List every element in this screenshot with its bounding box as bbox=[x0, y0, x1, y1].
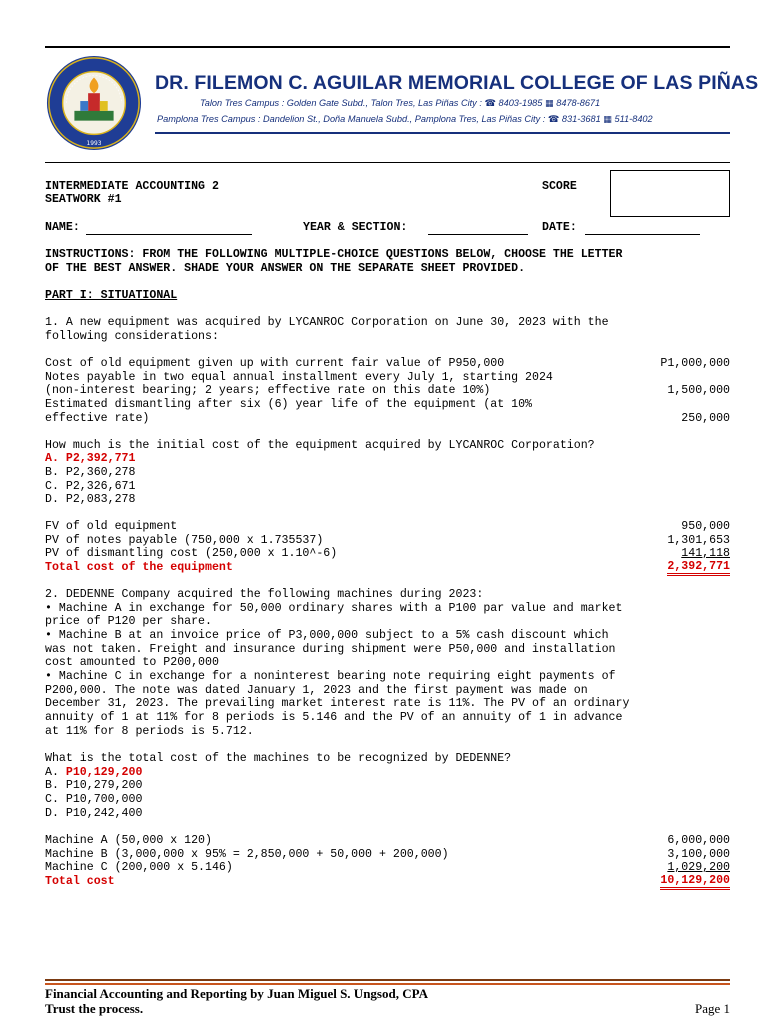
q1-choice-a: A. P2,392,771 bbox=[45, 452, 136, 465]
name-field[interactable] bbox=[86, 234, 252, 235]
instructions-line-1: INSTRUCTIONS: FROM THE FOLLOWING MULTIPLE-CHOICE QUESTIONS BELOW, CHOOSE THE LETTER bbox=[45, 248, 623, 261]
q1-intro-line-1: 1. A new equipment was acquired by LYCANROC Corporation on June 30, 2023 with the bbox=[45, 316, 609, 329]
q1-item-text: Estimated dismantling after six (6) year life of the equipment (at 10% bbox=[45, 398, 533, 411]
q2-line: was not taken. Freight and insurance during shipment were P50,000 and installation bbox=[45, 643, 616, 656]
q2-line: annuity of 1 at 11% for 8 periods is 5.146 and the PV of an annuity of 1 in advance bbox=[45, 711, 623, 724]
top-rule bbox=[45, 46, 730, 48]
q2-question: What is the total cost of the machines to be recognized by DEDENNE? bbox=[45, 752, 512, 765]
year-section-label: YEAR & SECTION: bbox=[303, 221, 408, 234]
q1-item-amount: P1,000,000 bbox=[660, 357, 730, 370]
footer-rule-light bbox=[45, 983, 730, 985]
q2-solution-text: Machine B (3,000,000 x 95% = 2,850,000 + 50,000 + 200,000) bbox=[45, 848, 449, 861]
part-heading: PART I: SITUATIONAL bbox=[45, 289, 178, 302]
q2-total-label: Total cost bbox=[45, 875, 115, 888]
footer-author: Financial Accounting and Reporting by Juan Miguel S. Ungsod, CPA bbox=[45, 986, 428, 1001]
q2-solution-amount: 6,000,000 bbox=[667, 834, 730, 847]
campus-talon-tres: Talon Tres Campus : Golden Gate Subd., Talon Tres, Las Piñas City : ☎ 8403-1985 ▦ 8478-8671 bbox=[200, 98, 601, 108]
date-field[interactable] bbox=[585, 234, 700, 235]
college-name: DR. FILEMON C. AGUILAR MEMORIAL COLLEGE OF LAS PIÑAS bbox=[155, 72, 759, 94]
q2-solution-amount: 3,100,000 bbox=[667, 848, 730, 861]
q2-line: 2. DEDENNE Company acquired the following machines during 2023: bbox=[45, 588, 484, 601]
q2-line: price of P120 per share. bbox=[45, 615, 212, 628]
q2-solution-text: Machine C (200,000 x 5.146) bbox=[45, 861, 233, 874]
q1-total-label: Total cost of the equipment bbox=[45, 561, 233, 574]
name-label: NAME: bbox=[45, 221, 80, 234]
q1-item-text: Notes payable in two equal annual installment every July 1, starting 2024 bbox=[45, 371, 553, 384]
q2-choice-a: A. P10,129,200 bbox=[45, 766, 143, 779]
q2-line: December 31, 2023. The prevailing market interest rate is 11%. The PV of an ordinary bbox=[45, 697, 630, 710]
q1-solution-text: PV of notes payable (750,000 x 1.735537) bbox=[45, 534, 324, 547]
q2-choice-d: D. P10,242,400 bbox=[45, 807, 143, 820]
q1-total-amount: 2,392,771 bbox=[667, 561, 730, 576]
score-box[interactable] bbox=[610, 170, 730, 217]
college-header bbox=[45, 52, 759, 148]
q1-item-text: Cost of old equipment given up with current fair value of P950,000 bbox=[45, 357, 505, 370]
q2-line: P200,000. The note was dated January 1, 2023 and the first payment was made on bbox=[45, 684, 588, 697]
q1-choice-b: B. P2,360,278 bbox=[45, 466, 136, 479]
seatwork-title: SEATWORK #1 bbox=[45, 193, 122, 206]
q1-item-text: (non-interest bearing; 2 years; effective rate on this date 10%) bbox=[45, 384, 491, 397]
q2-solution-amount: 1,029,200 bbox=[667, 861, 730, 874]
q2-line: at 11% for 8 periods is 5.712. bbox=[45, 725, 254, 738]
q2-line: cost amounted to P200,000 bbox=[45, 656, 219, 669]
header-divider bbox=[45, 162, 730, 163]
q2-choice-b: B. P10,279,200 bbox=[45, 779, 143, 792]
q2-line: • Machine B at an invoice price of P3,000,000 subject to a 5% cash discount which bbox=[45, 629, 609, 642]
q1-solution-text: FV of old equipment bbox=[45, 520, 178, 533]
footer-tagline: Trust the process. bbox=[45, 1001, 144, 1016]
q1-item-text: effective rate) bbox=[45, 412, 150, 425]
q2-choice-c: C. P10,700,000 bbox=[45, 793, 143, 806]
q2-line: • Machine A in exchange for 50,000 ordinary shares with a P100 par value and market bbox=[45, 602, 623, 615]
q1-item-amount: 250,000 bbox=[681, 412, 730, 425]
q2-line: • Machine C in exchange for a noninterest bearing note requiring eight payments of bbox=[45, 670, 616, 683]
date-label: DATE: bbox=[542, 221, 577, 234]
q1-solution-amount: 1,301,653 bbox=[667, 534, 730, 547]
logo-year: 1993 bbox=[86, 141, 102, 148]
q1-solution-amount: 141,118 bbox=[681, 547, 730, 560]
q1-item-amount: 1,500,000 bbox=[667, 384, 730, 397]
q2-solution-text: Machine A (50,000 x 120) bbox=[45, 834, 212, 847]
college-seal-logo bbox=[45, 54, 143, 152]
q1-solution-text: PV of dismantling cost (250,000 x 1.10^-6) bbox=[45, 547, 338, 560]
footer-rule-dark bbox=[45, 979, 730, 981]
page-number: Page 1 bbox=[694, 1001, 730, 1016]
q1-solution-amount: 950,000 bbox=[681, 520, 730, 533]
header-underline bbox=[155, 132, 730, 134]
course-title: INTERMEDIATE ACCOUNTING 2 bbox=[45, 180, 219, 193]
q1-question: How much is the initial cost of the equipment acquired by LYCANROC Corporation? bbox=[45, 439, 595, 452]
campus-pamplona-tres: Pamplona Tres Campus : Dandelion St., Doña Manuela Subd., Pamplona Tres, Las Piñas City : ☎ 831-3681 ▦ 511-8402 bbox=[157, 114, 653, 124]
q1-intro-line-2: following considerations: bbox=[45, 330, 219, 343]
q2-total-amount: 10,129,200 bbox=[660, 875, 730, 890]
year-section-field[interactable] bbox=[428, 234, 528, 235]
q1-choice-c: C. P2,326,671 bbox=[45, 480, 136, 493]
q1-choice-d: D. P2,083,278 bbox=[45, 493, 136, 506]
score-label: SCORE bbox=[542, 180, 577, 193]
instructions-line-2: OF THE BEST ANSWER. SHADE YOUR ANSWER ON THE SEPARATE SHEET PROVIDED. bbox=[45, 262, 526, 275]
